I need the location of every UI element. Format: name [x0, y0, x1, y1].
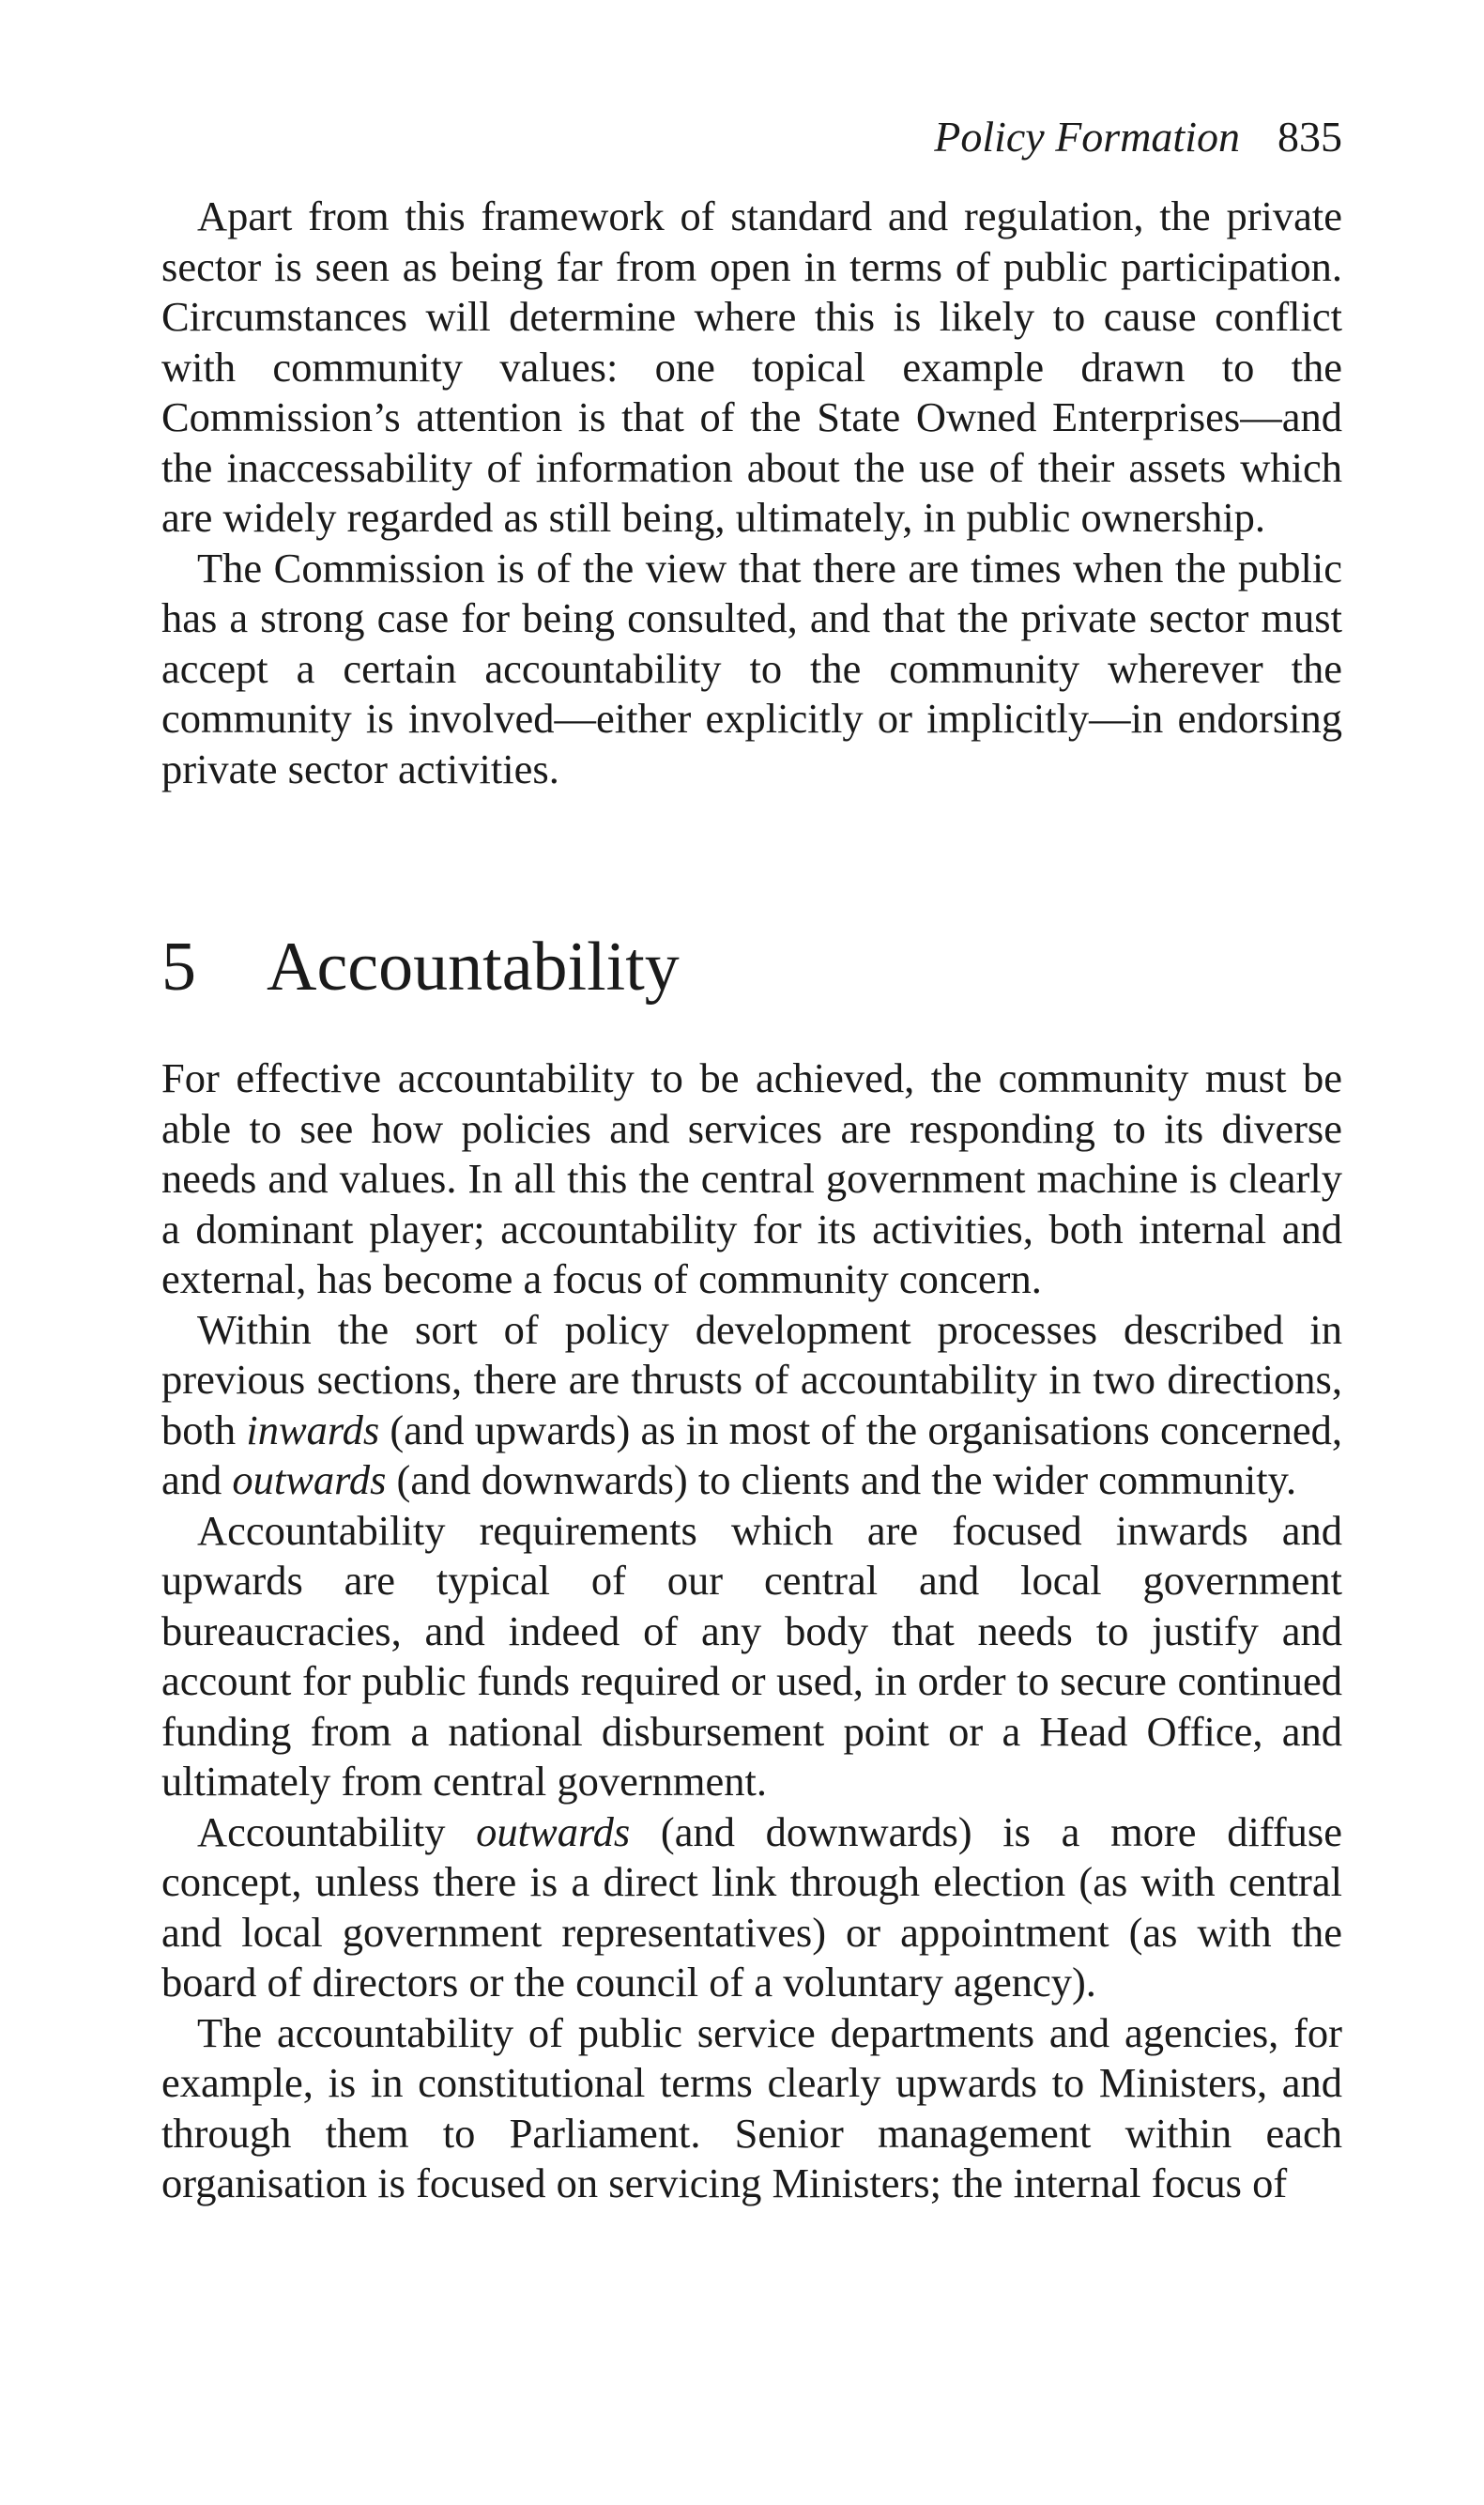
paragraph-private-sector: Apart from this framework of standard and regulation, the private sector is seen as being far from open in terms of public participation. Circumstances will determine where this is likely to cause conflict with community values: one topical example drawn to the Commission’s attention is that of the State Owned Enterprises—and the inaccessability of information about the use of their assets which are widely regarded as still being, ultimately, in public ownership. — [161, 192, 1342, 541]
paragraph-commission-view: The Commission is of the view that there are times when the public has a strong case for being consulted, and that the private sector must accept a certain accountability to the community wherever the community is involved—either explicitly or implicitly—in endorsing private sector activities. — [161, 544, 1342, 792]
paragraph-inwards-requirements: Accountability requirements which are focused inwards and upwards are typical of our central and local government bureaucracies, and indeed of any body that needs to justify and account for public funds required or used, in order to secure continued funding from a national disbursement point or a Head Office, and ultimately from central government. — [161, 1506, 1342, 1805]
emphasis-outwards-2: outwards — [476, 1807, 631, 1855]
paragraph-public-service: The accountability of public service departments and agencies, for example, is in constitutional terms clearly upwards to Ministers, and through them to Parliament. Senior management within each organisation is focused on servicing Ministers; the internal focus of — [161, 2008, 1342, 2206]
paragraph-thrusts-of-accountability: Within the sort of policy development processes described in previous sections, there are thrusts of accountability in two directions, both inwards (and upwards) as in most of the organisations concerned, and outwards (and downwards) to clients and the wider community. — [161, 1305, 1343, 1503]
emphasis-outwards: outwards — [232, 1456, 387, 1503]
running-head-title: Policy Formation — [934, 113, 1240, 161]
emphasis-inwards: inwards — [246, 1406, 380, 1453]
section-title: Accountability — [267, 929, 680, 1006]
running-head — [934, 111, 1342, 163]
section-heading — [161, 925, 680, 1009]
section-4-continuation — [161, 192, 1342, 794]
paragraph-effective-accountability: For effective accountability to be achieved, the community must be able to see how policies and services are responding to its diverse needs and values. In all this the central government machine is clearly a dominant player; accountability for its activities, both internal and external, has become a focus of community concern. — [161, 1054, 1342, 1302]
paragraph-outwards-accountability: Accountability outwards (and downwards) is a more diffuse concept, unless there is a direct link through election (as with central and local government representatives) or appointment (as with the board of directors or the council of a voluntary agency). — [161, 1807, 1342, 2006]
section-5-body — [161, 1053, 1342, 2209]
page-number: 835 — [1277, 113, 1342, 161]
section-number: 5 — [161, 929, 196, 1006]
